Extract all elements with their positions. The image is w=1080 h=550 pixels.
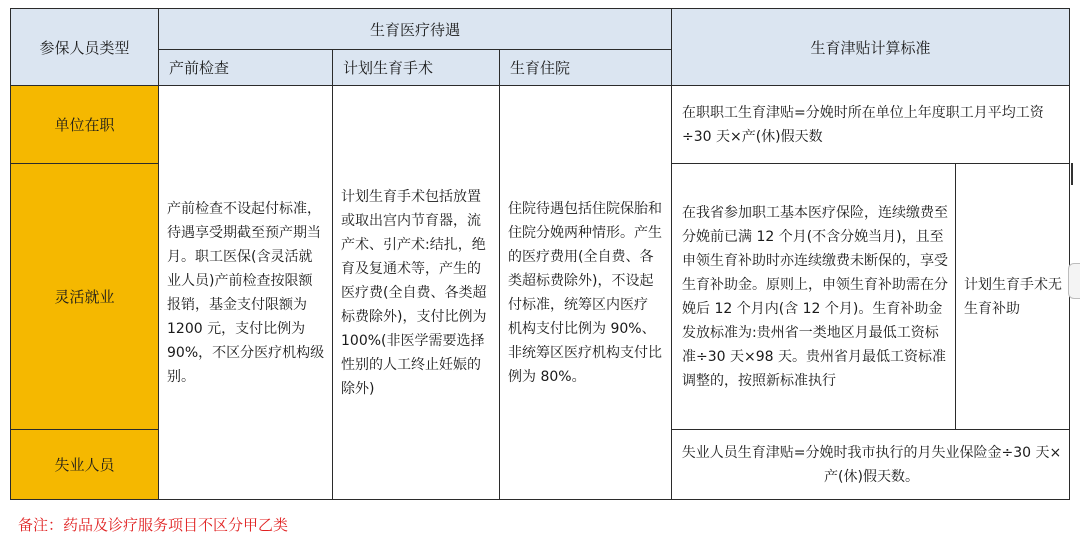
- header-insured-type: [10, 8, 159, 86]
- allowance-unemployed-content: [671, 429, 1070, 500]
- category-unemployed: [10, 429, 159, 500]
- allowance-employed-text: 在职职工生育津贴=分娩时所在单位上年度职工月平均工资÷30 天×产(休)假天数: [682, 104, 1044, 145]
- allowance-flexible-note: [955, 163, 1070, 430]
- header-family-planning-surgery-label: 计划生育手术: [343, 59, 434, 77]
- header-insured-type-label: 参保人员类型: [39, 38, 130, 57]
- prenatal-exam-text: 产前检查不设起付标准，待遇享受期截至预产期当月。职工医保(含灵活就业人员)产前检查按限额报销，基金支付限额为 1200 元，支付比例为 90%，不区分医疗机构级别。: [167, 200, 325, 385]
- category-employed: [10, 85, 159, 164]
- header-prenatal-exam: [158, 49, 333, 86]
- header-maternity-hospitalization-label: 生育住院: [510, 59, 571, 77]
- category-employed-label: 单位在职: [54, 116, 115, 134]
- header-medical-benefits: [158, 8, 672, 50]
- header-medical-benefits-label: 生育医疗待遇: [369, 20, 460, 39]
- footer-note: 备注：药品及诊疗服务项目不区分甲乙类: [18, 516, 289, 534]
- allowance-unemployed-text: 失业人员生育津贴=分娩时我市执行的月失业保险金÷30 天×产(休)假天数。: [681, 444, 1062, 485]
- scroll-marker: [1071, 163, 1073, 185]
- header-prenatal-exam-label: 产前检查: [169, 59, 230, 77]
- allowance-employed-content: [671, 85, 1070, 164]
- maternity-hospitalization-text-part2: 机构支付比例为 90%、非统筹区医疗机构支付比例为 80%。: [508, 320, 662, 385]
- category-unemployed-label: 失业人员: [54, 456, 115, 474]
- maternity-hospitalization-text-part1: 住院待遇包括住院保胎和住院分娩两种情形。产生的医疗费用(全自费、各类超标费除外)，不设起付标准，统筹区内医疗: [508, 200, 662, 313]
- header-allowance-standard: [671, 8, 1070, 86]
- prenatal-exam-content: [158, 85, 333, 500]
- header-allowance-standard-label: 生育津贴计算标准: [810, 38, 931, 57]
- allowance-flexible-note-text: 计划生育手术无生育补助: [964, 276, 1062, 317]
- category-flexible: [10, 163, 159, 430]
- allowance-flexible-content: [671, 163, 956, 430]
- maternity-hospitalization-content: [499, 85, 672, 500]
- family-planning-surgery-text: 计划生育手术包括放置或取出宫内节育器，流产术、引产术:结扎，绝育及复通术等，产生的医疗费(全自费、各类超标费除外)，支付比例为100%(非医学需要选择性别的人工终止妊娠的除外): [341, 188, 487, 397]
- side-panel-tab[interactable]: [1068, 263, 1080, 299]
- allowance-flexible-text: 在我省参加职工基本医疗保险，连续缴费至分娩前已满 12 个月(不含分娩当月)，且至申领生育补助时亦连续缴费未断保的，享受生育补助金。原则上，申领生育补助需在分娩后 12 个月内(含 12 个月)。生育补助金发放标准为:贵州省一类地区月最低工资标准÷30 天×98 天。贵州省月最低工资标准调整的，按照新标准执行: [682, 204, 948, 389]
- header-maternity-hospitalization: [499, 49, 672, 86]
- category-flexible-label: 灵活就业: [54, 288, 115, 306]
- header-family-planning-surgery: [332, 49, 500, 86]
- family-planning-surgery-content: [332, 85, 500, 500]
